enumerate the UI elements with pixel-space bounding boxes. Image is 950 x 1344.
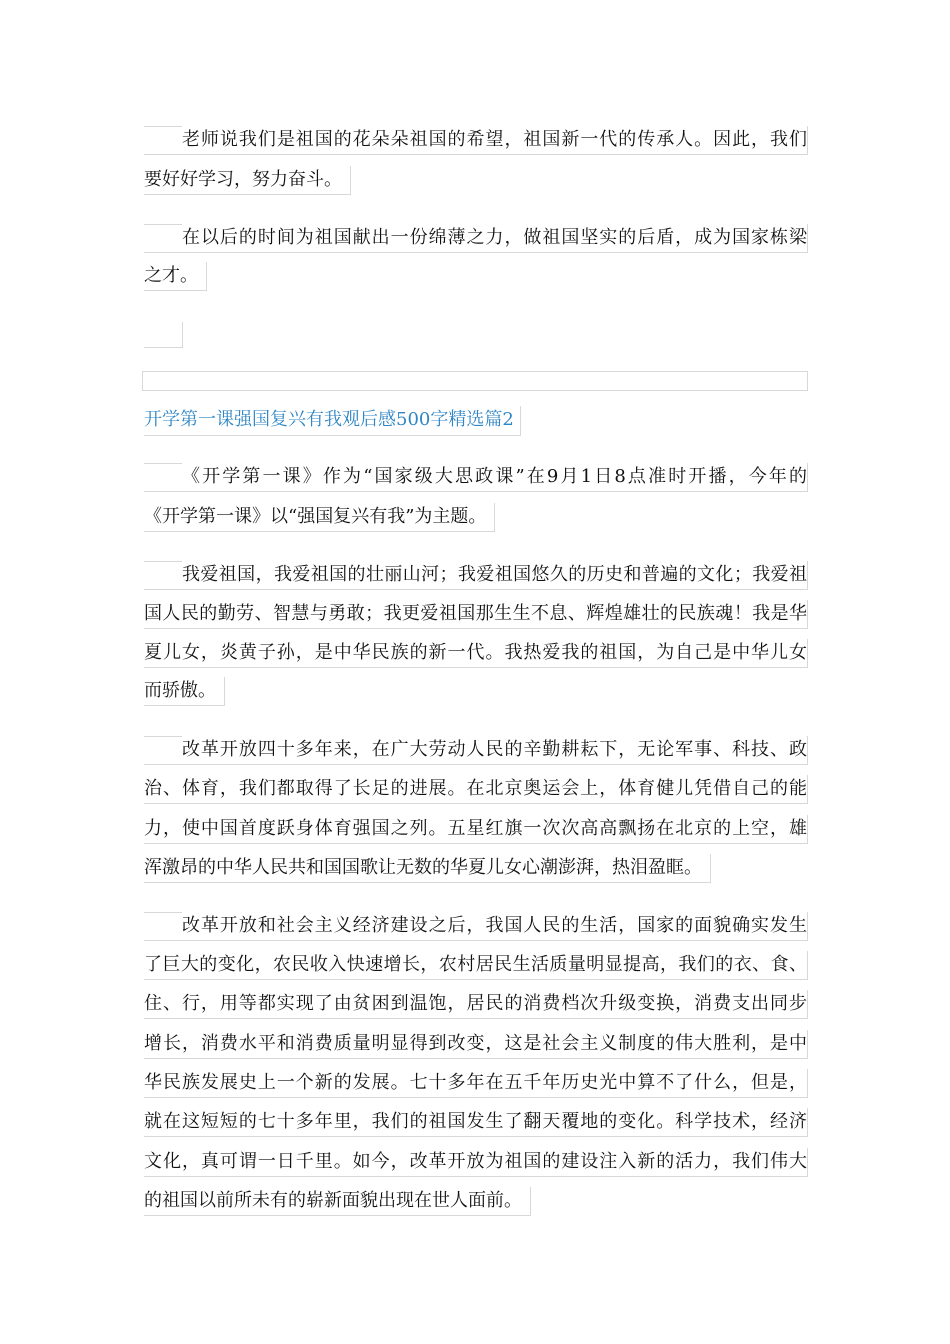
paragraph-line: 我爱祖国，我爱祖国的壮丽山河；我爱祖国悠久的历史和普遍的文化；我爱祖 <box>144 561 808 590</box>
paragraph-line: 老师说我们是祖国的花朵朵祖国的希望，祖国新一代的传承人。因此，我们 <box>144 126 808 155</box>
empty-paragraph <box>144 322 183 348</box>
paragraph-line: 之才。 <box>144 262 207 291</box>
paragraph-line: 改革开放四十多年来，在广大劳动人民的辛勤耕耘下，无论军事、科技、政 <box>144 736 808 765</box>
paragraph-line: 的祖国以前所未有的崭新面貌出现在世人面前。 <box>144 1187 531 1216</box>
paragraph-line: 在以后的时间为祖国献出一份绵薄之力，做祖国坚实的后盾，成为国家栋梁 <box>144 224 808 253</box>
paragraph-line: 改革开放和社会主义经济建设之后，我国人民的生活，国家的面貌确实发生 <box>144 912 808 941</box>
paragraph-line: 要好好学习，努力奋斗。 <box>144 166 351 195</box>
paragraph-line: 就在这短短的七十多年里，我们的祖国发生了翻天覆地的变化。科学技术，经济 <box>144 1108 808 1137</box>
paragraph-line: 住、行，用等都实现了由贫困到温饱，居民的消费档次升级变换，消费支出同步 <box>144 990 808 1019</box>
paragraph-line: 了巨大的变化，农民收入快速增长，农村居民生活质量明显提高，我们的衣、食、 <box>144 951 808 980</box>
paragraph-line: 浑激昂的中华人民共和国国歌让无数的华夏儿女心潮澎湃，热泪盈眶。 <box>144 854 711 883</box>
paragraph-line: 增长，消费水平和消费质量明显得到改变，这是社会主义制度的伟大胜利，是中 <box>144 1030 808 1059</box>
section-separator <box>142 371 808 391</box>
section-heading[interactable]: 开学第一课强国复兴有我观后感500字精选篇2 <box>144 406 521 436</box>
paragraph-line: 夏儿女，炎黄子孙，是中华民族的新一代。我热爱我的祖国，为自己是中华儿女 <box>144 639 808 668</box>
paragraph-line: 华民族发展史上一个新的发展。七十多年在五千年历史光中算不了什么，但是， <box>144 1069 808 1098</box>
paragraph-line: 国人民的勤劳、智慧与勇敢；我更爱祖国那生生不息、辉煌雄壮的民族魂！我是华 <box>144 600 808 629</box>
paragraph-line: 文化，真可谓一日千里。如今，改革开放为祖国的建设注入新的活力，我们伟大 <box>144 1148 808 1177</box>
paragraph-line: 而骄傲。 <box>144 677 225 706</box>
paragraph-line: 《开学第一课》作为“国家级大思政课”在9月1日8点准时开播，今年的 <box>144 463 808 492</box>
paragraph-line: 《开学第一课》以“强国复兴有我”为主题。 <box>144 503 495 532</box>
paragraph-line: 力，使中国首度跃身体育强国之列。五星红旗一次次高高飘扬在北京的上空，雄 <box>144 815 808 844</box>
paragraph-line: 治、体育，我们都取得了长足的进展。在北京奥运会上，体育健儿凭借自己的能 <box>144 775 808 804</box>
